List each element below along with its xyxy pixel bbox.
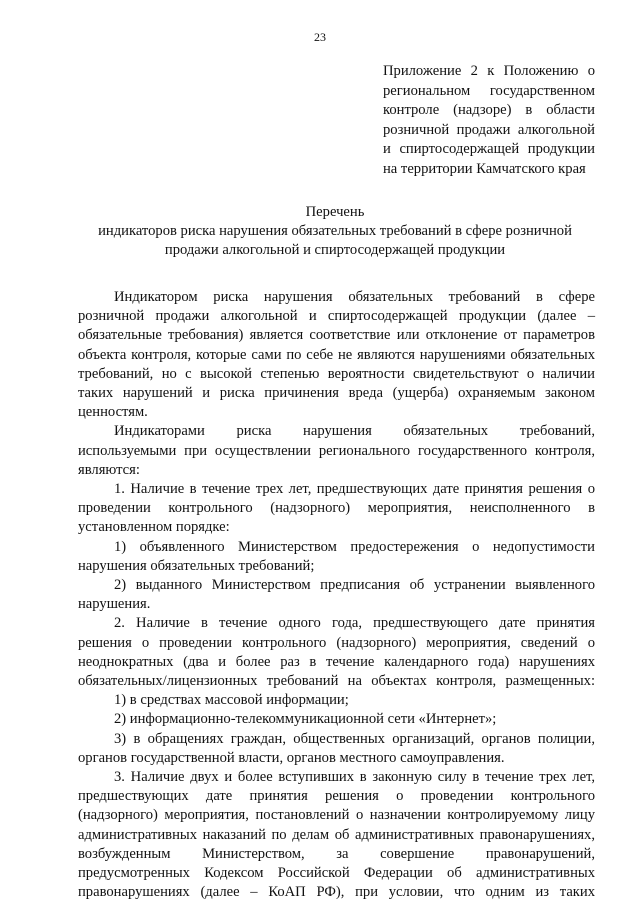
body-line: 1. Наличие в течение трех лет, предшествующих дате принятия решения о [114,481,595,498]
body-line: (надзорного) мероприятия, постановлений о назначении контролируемому лицу [78,807,595,824]
body-line: 2) информационно-телекоммуникационной сети «Интернет»; [114,711,497,728]
page-number: 23 [314,30,326,44]
body-line: требований, но с высокой степенью вероятности свидетельствуют о наличии [78,365,595,382]
body-line: используемыми при осуществлении регионального государственного контроля, [78,442,595,459]
body-line: ценностям. [78,404,148,421]
title-line: Перечень [305,204,365,220]
body-line: обязательные требования) является соответствие или отклонение от параметров [78,327,595,344]
appendix-line: контроле (надзоре) в области [383,102,595,118]
body-line: нарушения обязательных требований; [78,557,315,574]
appendix-line: Приложение 2 к Положению о [383,63,595,79]
body-line: Индикаторами риска нарушения обязательных требований, [114,423,595,440]
body-line: правонарушениях (далее – КоАП РФ), при условии, что одним из таких [78,884,595,901]
body-line: предшествующих дате принятия решения о проведении контрольного [78,788,595,805]
appendix-line: и спиртосодержащей продукции [383,141,595,157]
document-title [70,203,600,260]
body-line: 2. Наличие в течение одного года, предшествующего дате принятия [114,615,595,632]
body-line: являются: [78,461,140,478]
appendix-line: региональном государственном [383,82,595,99]
title-line: индикаторов риска нарушения обязательных требований в сфере розничной [98,223,572,239]
body-line: возбужденным Министерством, за совершение правонарушений, [78,845,595,862]
body-line: нарушения. [78,596,151,613]
appendix-note [383,62,595,179]
body-line: административных наказаний по делам об административных правонарушениях, [78,826,595,843]
body-line: 1) в средствах массовой информации; [114,692,349,709]
body-line: Индикатором риска нарушения обязательных требований в сфере [114,289,595,305]
document-body [78,288,595,903]
body-line: решения о проведении контрольного (надзорного) мероприятия, сведений о [78,634,595,651]
body-line: объекта контроля, которые сами по себе не являются нарушениями обязательных [78,346,595,363]
title-line: продажи алкогольной и спиртосодержащей продукции [164,242,506,258]
body-line: 2) выданного Министерством предписания об устранении выявленного [114,577,595,594]
body-line: таких нарушений и риска причинения вреда (ущерба) охраняемым законом [78,385,595,402]
body-line: установленном порядке: [78,519,230,536]
body-line: 1) объявленного Министерством предостережения о недопустимости [114,538,595,555]
body-line: предусмотренных Кодексом Российской Федерации об административных [78,865,595,882]
body-line: 3) в обращениях граждан, общественных организаций, органов полиции, [114,730,595,747]
body-line: неоднократных (два и более раз в течение календарного года) нарушениях [78,653,595,670]
body-line: розничной продажи алкогольной и спиртосодержащей продукции (далее – [78,308,595,325]
body-line: 3. Наличие двух и более вступивших в законную силу в течение трех лет, [114,769,595,786]
appendix-line: на территории Камчатского края [383,160,586,177]
body-line: обязательных/лицензионных требований на объектах контроля, размещенных: [78,673,595,690]
body-line: органов государственной власти, органов местного самоуправления. [78,749,505,766]
appendix-line: розничной продажи алкогольной [383,121,595,138]
body-line: проведении контрольного (надзорного) мероприятия, неисполненного в [78,500,595,517]
